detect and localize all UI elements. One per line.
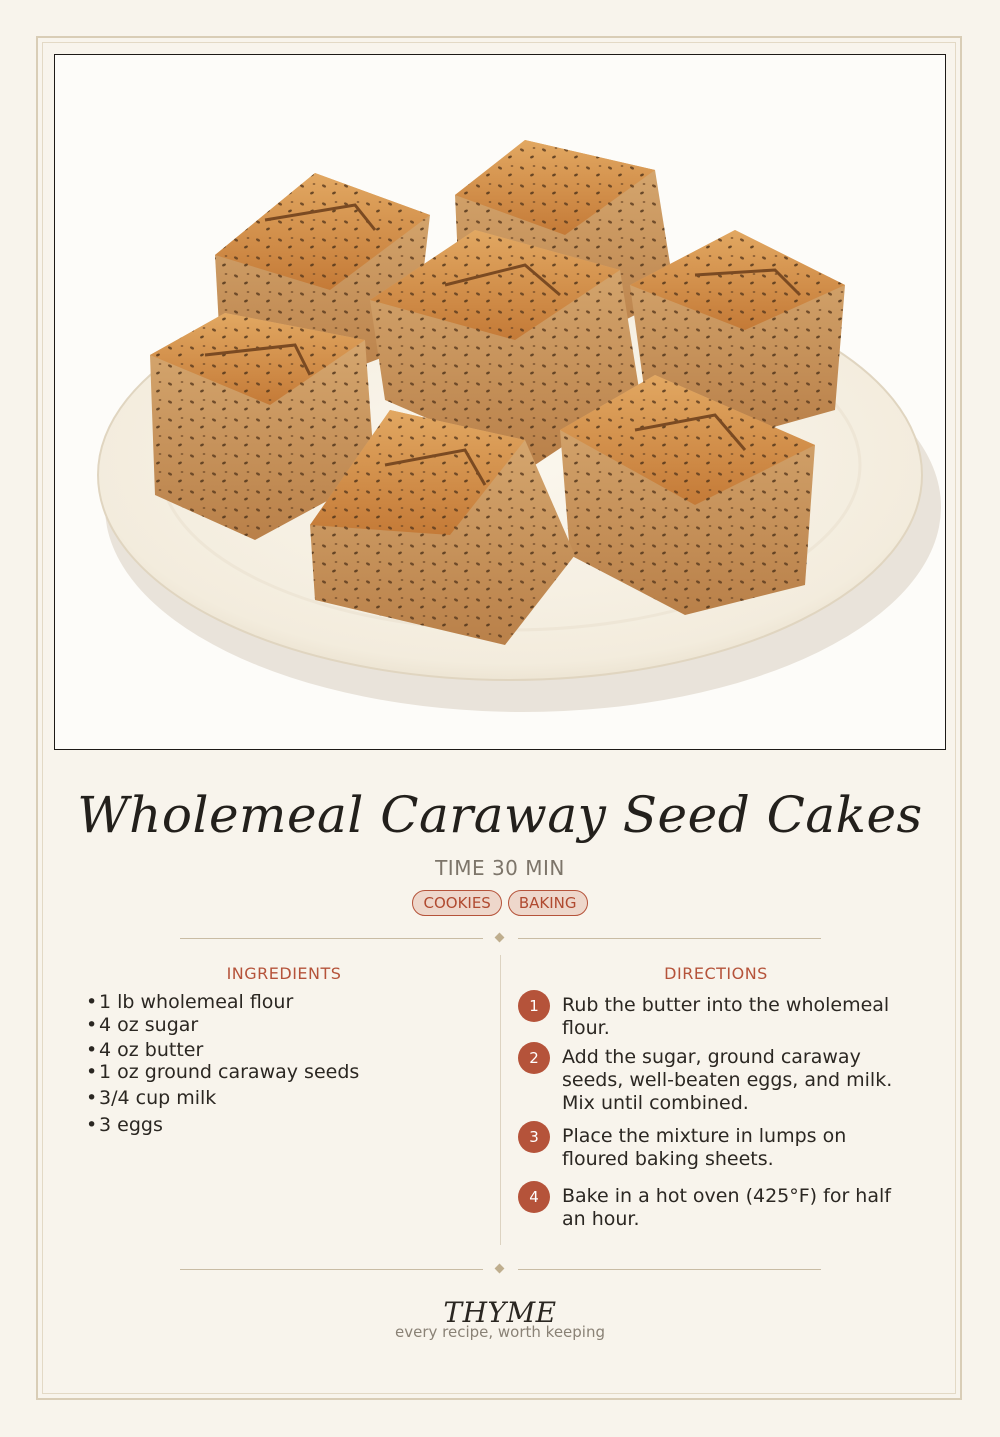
- divider-left-bottom: [180, 1269, 483, 1270]
- ingredient-item: •4 oz sugar: [86, 1014, 199, 1036]
- recipe-title: Wholemeal Caraway Seed Cakes: [77, 786, 923, 844]
- step-number: 1: [518, 990, 550, 1022]
- step-number: 4: [518, 1181, 550, 1213]
- brand-logo: THYME: [443, 1296, 557, 1329]
- brand-tagline: every recipe, worth keeping: [394, 1323, 605, 1341]
- tag-baking[interactable]: BAKING: [508, 890, 588, 916]
- step-number: 3: [518, 1121, 550, 1153]
- step-text: Add the sugar, ground caraway seeds, well-beaten eggs, and milk. Mix until combined.: [562, 1046, 893, 1114]
- cook-time: TIME 30 MIN: [435, 856, 565, 880]
- ingredient-item: •4 oz butter: [86, 1039, 204, 1061]
- divider-right-bottom: [518, 1269, 821, 1270]
- directions-heading: DIRECTIONS: [664, 964, 768, 983]
- ingredient-item: •3/4 cup milk: [86, 1087, 217, 1109]
- ingredient-item: •3 eggs: [86, 1114, 163, 1136]
- divider-right-top: [518, 938, 821, 939]
- ingredients-heading: INGREDIENTS: [226, 964, 342, 983]
- ingredient-item: •1 oz ground caraway seeds: [86, 1061, 360, 1083]
- step-number: 2: [518, 1042, 550, 1074]
- step-text: Rub the butter into the wholemeal flour.: [562, 994, 890, 1039]
- divider-left-top: [180, 938, 483, 939]
- step-text: Bake in a hot oven (425°F) for half an hour.: [562, 1185, 891, 1230]
- column-divider: [500, 955, 501, 1245]
- recipe-image: [54, 54, 946, 750]
- ingredient-item: •1 lb wholemeal flour: [86, 991, 294, 1013]
- step-text: Place the mixture in lumps on floured baking sheets.: [562, 1125, 847, 1170]
- tag-list: [0, 890, 1000, 916]
- tag-cookies[interactable]: COOKIES: [412, 890, 501, 916]
